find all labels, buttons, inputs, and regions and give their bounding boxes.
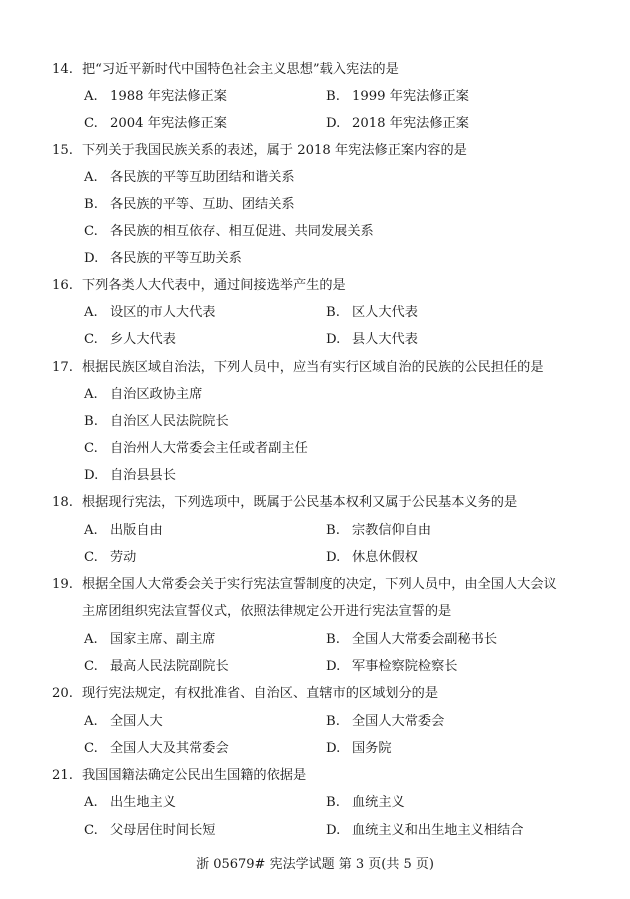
text-fragment: C. bbox=[84, 741, 98, 756]
text-fragment: 自治县县长 bbox=[110, 468, 176, 483]
question-20-option-c bbox=[84, 736, 229, 762]
question-19-option-b bbox=[326, 627, 497, 653]
text-fragment: C. bbox=[84, 116, 98, 131]
question-19-stem bbox=[52, 572, 612, 598]
text-fragment: C. bbox=[84, 332, 98, 347]
question-18-option-a bbox=[84, 518, 163, 544]
text-fragment: 下列各类人大代表中，通过间接选举产生的是 bbox=[82, 278, 346, 293]
question-14-option-a bbox=[84, 84, 227, 110]
text-fragment: 根据现行宪法，下列选项中，既属于公民基本权利又属于公民基本义务的是 bbox=[82, 495, 518, 510]
text-fragment: B. bbox=[84, 197, 98, 212]
text-fragment: A. bbox=[84, 89, 98, 104]
question-17-option-d bbox=[84, 463, 176, 489]
text-fragment: 根据全国人大常委会关于实行宪法宣誓制度的决定，下列人员中，由全国人大会议 bbox=[82, 577, 557, 592]
text-fragment: D. bbox=[326, 741, 341, 756]
text-fragment: A. bbox=[84, 387, 98, 402]
question-18-option-b bbox=[326, 518, 431, 544]
question-18-stem bbox=[52, 490, 612, 516]
text-fragment: D. bbox=[326, 659, 341, 674]
text-fragment: 我国国籍法确定公民出生国籍的依据是 bbox=[82, 768, 307, 783]
question-15-option-d bbox=[84, 246, 242, 272]
text-fragment: 国家主席、副主席 bbox=[110, 632, 216, 647]
text-fragment: 15. bbox=[52, 143, 73, 158]
text-fragment: B. bbox=[326, 795, 340, 810]
text-fragment: 下列关于我国民族关系的表述，属于 2018 年宪法修正案内容的是 bbox=[82, 143, 467, 158]
text-fragment: B. bbox=[326, 523, 340, 538]
text-fragment: A. bbox=[84, 523, 98, 538]
question-17-stem bbox=[52, 355, 612, 381]
question-18-option-c bbox=[84, 545, 136, 571]
text-fragment: 出版自由 bbox=[110, 523, 163, 538]
text-fragment: 自治区人民法院院长 bbox=[110, 414, 229, 429]
text-fragment: 乡人大代表 bbox=[110, 332, 176, 347]
text-fragment: 血统主义和出生地主义相结合 bbox=[352, 823, 524, 838]
question-14-option-c bbox=[84, 111, 227, 137]
text-fragment: 各民族的相互依存、相互促进、共同发展关系 bbox=[110, 224, 374, 239]
text-fragment: C. bbox=[84, 224, 98, 239]
question-14-stem bbox=[52, 57, 612, 83]
text-fragment: 现行宪法规定，有权批准省、自治区、直辖市的区域划分的是 bbox=[82, 686, 439, 701]
question-20-stem bbox=[52, 681, 612, 707]
text-fragment: A. bbox=[84, 795, 98, 810]
text-fragment: B. bbox=[326, 305, 340, 320]
question-19-option-c bbox=[84, 654, 229, 680]
text-fragment: 各民族的平等、互助、团结关系 bbox=[110, 197, 295, 212]
text-fragment: A. bbox=[84, 632, 98, 647]
text-fragment: D. bbox=[326, 116, 341, 131]
text-fragment: 根据民族区域自治法，下列人员中，应当有实行区域自治的民族的公民担任的是 bbox=[82, 360, 544, 375]
text-fragment: 自治区政协主席 bbox=[110, 387, 203, 402]
question-19-stem-continued: 主席团组织宪法宣誓仪式，依照法律规定公开进行宪法宣誓的是 bbox=[82, 604, 452, 619]
text-fragment: 休息休假权 bbox=[352, 550, 418, 565]
question-21-option-b bbox=[326, 790, 405, 816]
text-fragment: C. bbox=[84, 441, 98, 456]
text-fragment: 各民族的平等互助团结和谐关系 bbox=[110, 170, 295, 185]
text-fragment: D. bbox=[84, 468, 99, 483]
question-15-option-a bbox=[84, 165, 295, 191]
question-19-option-d bbox=[326, 654, 458, 680]
text-fragment: 区人大代表 bbox=[352, 305, 418, 320]
question-14-option-b bbox=[326, 84, 469, 110]
text-fragment: 1999 年宪法修正案 bbox=[352, 89, 469, 104]
text-fragment: 自治州人大常委会主任或者副主任 bbox=[110, 441, 308, 456]
text-fragment: 21. bbox=[52, 768, 73, 783]
text-fragment: 18. bbox=[52, 495, 73, 510]
text-fragment: 17. bbox=[52, 360, 73, 375]
text-fragment: 国务院 bbox=[352, 741, 392, 756]
text-fragment: 全国人大 bbox=[110, 714, 163, 729]
question-21-option-a bbox=[84, 790, 176, 816]
question-17-option-a bbox=[84, 382, 202, 408]
question-20-option-a bbox=[84, 709, 163, 735]
text-fragment: A. bbox=[84, 714, 98, 729]
question-16-option-a bbox=[84, 300, 216, 326]
text-fragment: 宗教信仰自由 bbox=[352, 523, 432, 538]
text-fragment: 最高人民法院副院长 bbox=[110, 659, 229, 674]
question-16-option-c bbox=[84, 327, 176, 353]
question-19-option-a bbox=[84, 627, 216, 653]
question-16-stem bbox=[52, 273, 612, 299]
text-fragment: 军事检察院检察长 bbox=[352, 659, 458, 674]
question-15-option-c bbox=[84, 219, 374, 245]
question-20-option-d bbox=[326, 736, 392, 762]
text-fragment: D. bbox=[326, 550, 341, 565]
question-21-option-c bbox=[84, 818, 216, 844]
question-15-stem bbox=[52, 138, 612, 164]
text-fragment: A. bbox=[84, 305, 98, 320]
question-18-option-d bbox=[326, 545, 418, 571]
text-fragment: 设区的市人大代表 bbox=[110, 305, 216, 320]
text-fragment: B. bbox=[326, 89, 340, 104]
text-fragment: 劳动 bbox=[110, 550, 137, 565]
text-fragment: C. bbox=[84, 659, 98, 674]
question-17-option-c bbox=[84, 436, 308, 462]
text-fragment: B. bbox=[326, 632, 340, 647]
text-fragment: 把“习近平新时代中国特色社会主义思想”载入宪法的是 bbox=[82, 62, 399, 77]
text-fragment: 20. bbox=[52, 686, 73, 701]
text-fragment: 全国人大常委会 bbox=[352, 714, 445, 729]
text-fragment: 16. bbox=[52, 278, 73, 293]
text-fragment: D. bbox=[84, 251, 99, 266]
question-15-option-b bbox=[84, 192, 295, 218]
question-20-option-b bbox=[326, 709, 444, 735]
text-fragment: 血统主义 bbox=[352, 795, 405, 810]
question-21-option-d bbox=[326, 818, 523, 844]
text-fragment: A. bbox=[84, 170, 98, 185]
text-fragment: 全国人大常委会副秘书长 bbox=[352, 632, 498, 647]
text-fragment: B. bbox=[326, 714, 340, 729]
text-fragment: 父母居住时间长短 bbox=[110, 823, 216, 838]
question-17-option-b bbox=[84, 409, 229, 435]
text-fragment: D. bbox=[326, 823, 341, 838]
question-16-option-d bbox=[326, 327, 418, 353]
text-fragment: 14. bbox=[52, 62, 73, 77]
text-fragment: 19. bbox=[52, 577, 73, 592]
text-fragment: 县人大代表 bbox=[352, 332, 418, 347]
text-fragment: D. bbox=[326, 332, 341, 347]
text-fragment: C. bbox=[84, 550, 98, 565]
question-21-stem bbox=[52, 763, 612, 789]
text-fragment: 出生地主义 bbox=[110, 795, 176, 810]
text-fragment: 1988 年宪法修正案 bbox=[110, 89, 227, 104]
text-fragment: B. bbox=[84, 414, 98, 429]
page-footer: 浙 05679# 宪法学试题 第 3 页(共 5 页) bbox=[196, 857, 434, 872]
text-fragment: 2018 年宪法修正案 bbox=[352, 116, 469, 131]
text-fragment: 2004 年宪法修正案 bbox=[110, 116, 227, 131]
text-fragment: C. bbox=[84, 823, 98, 838]
question-14-option-d bbox=[326, 111, 469, 137]
text-fragment: 各民族的平等互助关系 bbox=[110, 251, 242, 266]
question-16-option-b bbox=[326, 300, 418, 326]
text-fragment: 全国人大及其常委会 bbox=[110, 741, 229, 756]
